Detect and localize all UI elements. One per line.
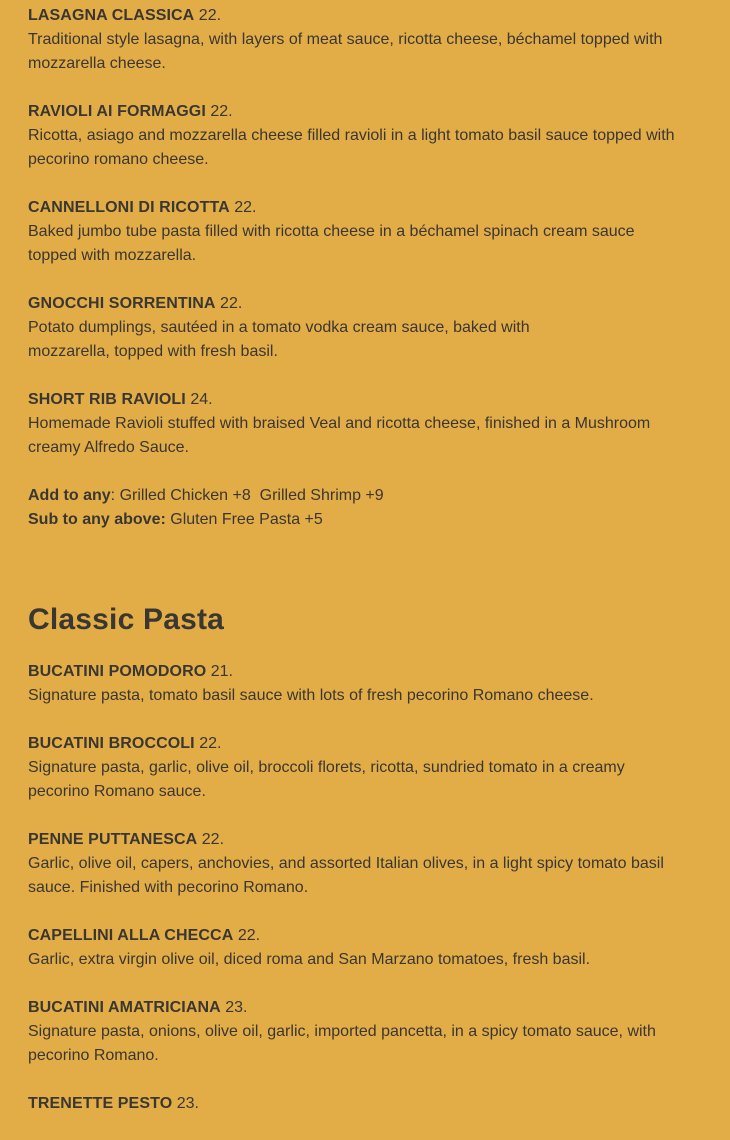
- menu-item: [28, 828, 708, 900]
- menu-item-price: 22.: [199, 735, 222, 752]
- menu-item-heading: [28, 196, 708, 220]
- menu-item-price: 22.: [237, 927, 261, 944]
- menu-item-price: 22.: [220, 295, 243, 312]
- menu-item-description-line: pecorino romano cheese.: [28, 151, 209, 168]
- section-title-classic-pasta: Classic Pasta: [28, 603, 225, 636]
- menu-item-price: 24.: [190, 391, 213, 408]
- menu-item-description-line: Signature pasta, garlic, olive oil, broccoli florets, ricotta, sundried tomato in a creamy: [28, 759, 625, 776]
- add-on-text: : Grilled Chicken +8 Grilled Shrimp +9: [110, 487, 384, 504]
- menu-item-description-line: creamy Alfredo Sauce.: [28, 439, 189, 456]
- substitution-text: Gluten Free Pasta +5: [165, 511, 323, 528]
- menu-item-name: GNOCCHI SORRENTINA: [28, 295, 216, 312]
- menu-item-heading: [28, 660, 708, 684]
- add-on-label: Add to any: [28, 487, 111, 504]
- menu-item-description-line: Garlic, olive oil, capers, anchovies, and assorted Italian olives, in a light spicy tomato basil: [28, 855, 664, 872]
- menu-item-heading: [28, 388, 708, 412]
- menu-item-description-line: sauce. Finished with pecorino Romano.: [28, 879, 309, 896]
- menu-item-price: 22.: [201, 831, 225, 848]
- menu-item-description-line: Garlic, extra virgin olive oil, diced roma and San Marzano tomatoes, fresh basil.: [28, 951, 591, 968]
- menu-item-description-line: mozzarella, topped with fresh basil.: [28, 343, 278, 360]
- menu-notes: [28, 484, 708, 532]
- menu-item-description-line: Signature pasta, tomato basil sauce with lots of fresh pecorino Romano cheese.: [28, 687, 594, 704]
- menu-item: [28, 924, 708, 972]
- menu-item-name: BUCATINI BROCCOLI: [28, 735, 195, 752]
- menu-item: [28, 100, 708, 172]
- menu-item-description-line: pecorino Romano sauce.: [28, 783, 206, 800]
- menu-item-description-line: Homemade Ravioli stuffed with braised Veal and ricotta cheese, finished in a Mushroom: [28, 415, 651, 432]
- menu-item-description-line: Ricotta, asiago and mozzarella cheese filled ravioli in a light tomato basil sauce topped with: [28, 127, 675, 144]
- menu-item: [28, 4, 708, 76]
- menu-item-heading: [28, 1092, 708, 1116]
- menu-item-name: TRENETTE PESTO: [28, 1095, 173, 1112]
- menu-item-name: BUCATINI POMODORO: [28, 663, 207, 680]
- menu-item-name: RAVIOLI AI FORMAGGI: [28, 103, 206, 120]
- menu-item-description-line: Baked jumbo tube pasta filled with ricotta cheese in a béchamel spinach cream sauce: [28, 223, 635, 240]
- menu-item: [28, 660, 708, 708]
- menu-item-heading: [28, 996, 708, 1020]
- menu-item-description-line: mozzarella cheese.: [28, 55, 166, 72]
- menu-item-name: LASAGNA CLASSICA: [28, 7, 195, 24]
- menu-item: [28, 388, 708, 460]
- menu-item: [28, 1092, 708, 1116]
- menu-item-description-line: Traditional style lasagna, with layers of meat sauce, ricotta cheese, béchamel topped with: [28, 31, 663, 48]
- classic-pasta-list: [28, 660, 708, 1116]
- menu-item-heading: [28, 4, 708, 28]
- menu-item-price: 22.: [210, 103, 233, 120]
- menu-item-price: 22.: [234, 199, 257, 216]
- menu-page: [28, 4, 708, 1140]
- menu-item-description-line: Signature pasta, onions, olive oil, garlic, imported pancetta, in a spicy tomato sauce, with: [28, 1023, 656, 1040]
- menu-item-price: 21.: [210, 663, 233, 680]
- menu-item-description-line: topped with mozzarella.: [28, 247, 197, 264]
- menu-item-heading: [28, 292, 708, 316]
- menu-item-heading: [28, 100, 708, 124]
- menu-item-name: CAPELLINI ALLA CHECCA: [28, 927, 234, 944]
- menu-item-price: 23.: [225, 999, 248, 1016]
- menu-item-price: 23.: [176, 1095, 199, 1112]
- menu-item: [28, 732, 708, 804]
- menu-item-name: SHORT RIB RAVIOLI: [28, 391, 186, 408]
- menu-item-name: CANNELLONI DI RICOTTA: [28, 199, 230, 216]
- add-on-note: [28, 484, 708, 508]
- menu-item-name: BUCATINI AMATRICIANA: [28, 999, 221, 1016]
- menu-item-heading: [28, 924, 708, 948]
- menu-item-description-line: Potato dumplings, sautéed in a tomato vodka cream sauce, baked with: [28, 319, 530, 336]
- menu-item: [28, 292, 708, 364]
- baked-pasta-list: [28, 4, 708, 460]
- menu-item: [28, 196, 708, 268]
- substitution-label: Sub to any above:: [28, 511, 166, 528]
- menu-item-heading: [28, 732, 708, 756]
- menu-item: [28, 996, 708, 1068]
- menu-item-name: PENNE PUTTANESCA: [28, 831, 198, 848]
- menu-item-description-line: pecorino Romano.: [28, 1047, 159, 1064]
- menu-item-heading: [28, 828, 708, 852]
- substitution-note: [28, 508, 708, 532]
- menu-item-price: 22.: [198, 7, 222, 24]
